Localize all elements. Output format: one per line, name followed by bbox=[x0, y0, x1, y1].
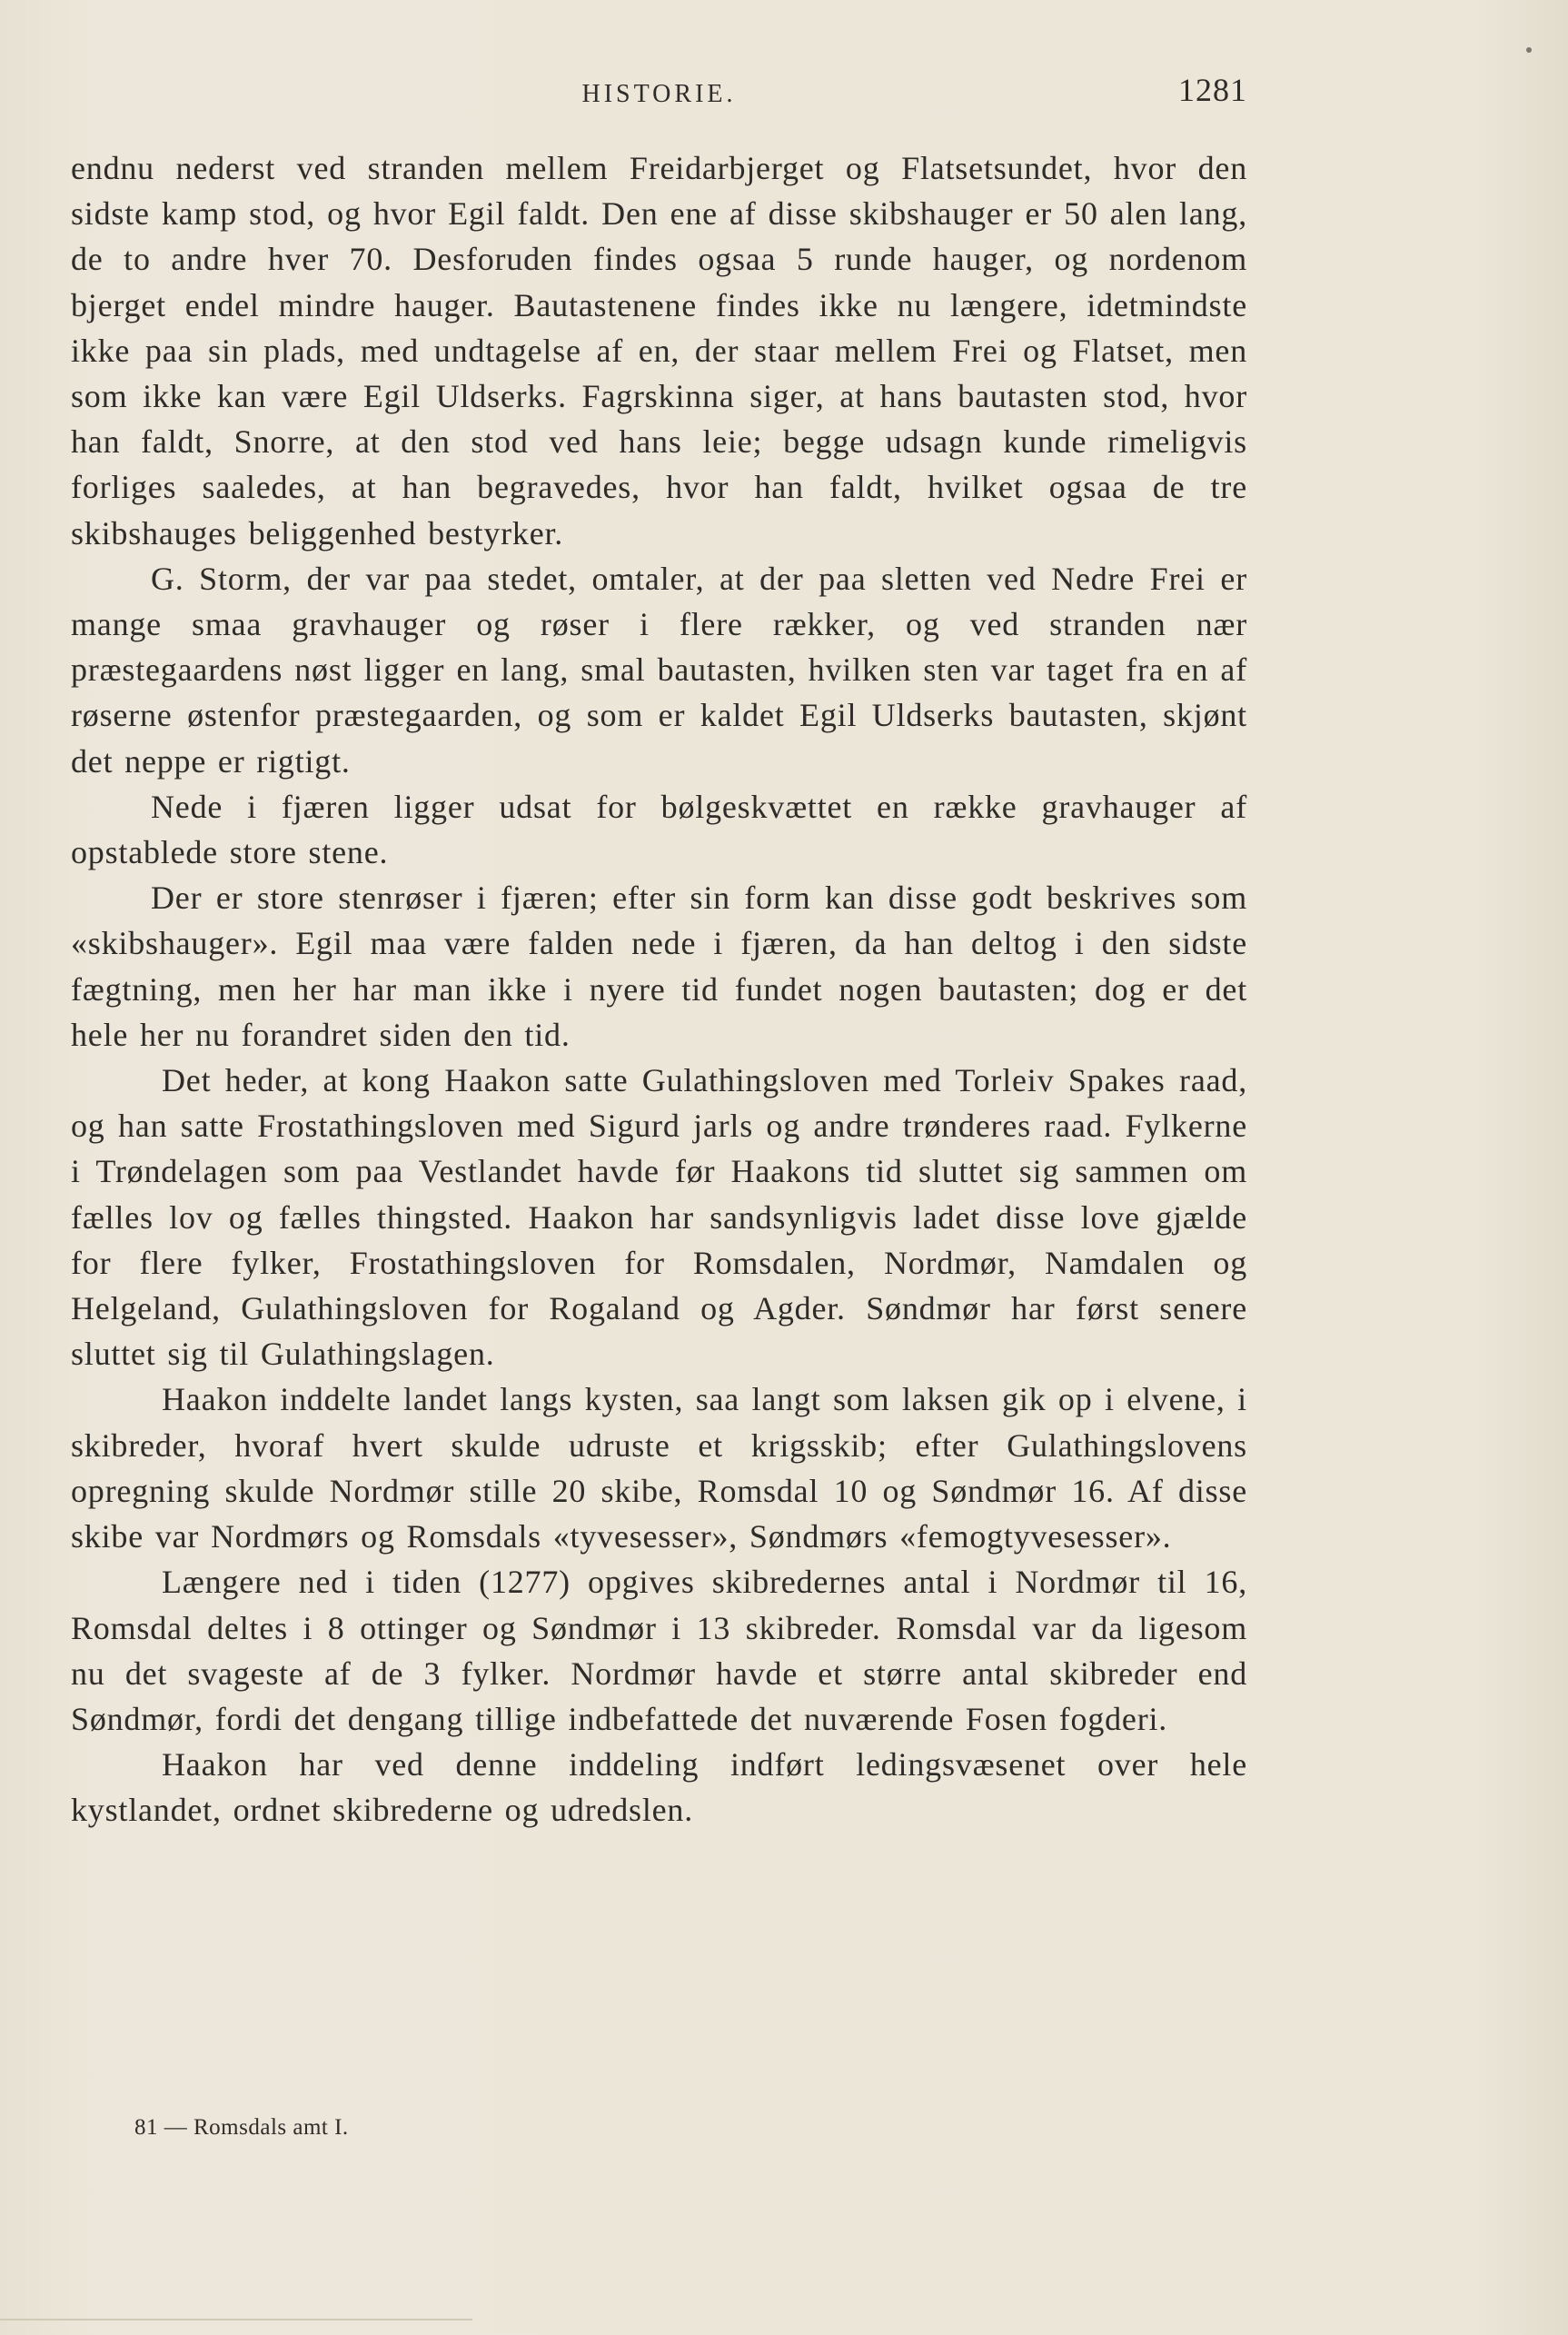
body-text bbox=[71, 145, 1247, 1833]
paragraph: Haakon har ved denne inddeling indført ledingsvæsenet over hele kystlandet, ordnet skibrederne og udredslen. bbox=[71, 1746, 1247, 1829]
page-speck bbox=[1526, 47, 1532, 53]
running-head: HISTORIE. bbox=[581, 80, 737, 108]
page-number: 1281 bbox=[1178, 72, 1247, 108]
scan-edge-line bbox=[0, 2319, 472, 2320]
paragraph: Der er store stenrøser i fjæren; efter sin form kan disse godt beskrives som «skibshauger». Egil maa være falden nede i fjæren, da han deltog i den sidste fægtning, men her har man ikke i nyere tid fundet nogen bautasten; dog er det hele her nu forandret siden den tid. bbox=[71, 879, 1247, 1053]
paragraph: Det heder, at kong Haakon satte Gulathingsloven med Torleiv Spakes raad, og han satte Frostathingsloven med Sigurd jarls og andre trønderes raad. Fylkerne i Trøndelagen som paa Vestlandet havde før Haakons tid sluttet sig sammen om fælles lov og fælles thingsted. Haakon har sandsynligvis ladet disse love gjælde for flere fylker, Frostathingsloven for Romsdalen, Nordmør, Namdalen og Helgeland, Gulathingsloven for Rogaland og Agder. Søndmør har først senere sluttet sig til Gulathingslagen. bbox=[71, 1062, 1247, 1373]
paragraph: Længere ned i tiden (1277) opgives skibredernes antal i Nordmør til 16, Romsdal deltes i 8 ottinger og Søndmør i 13 skibreder. Romsdal var da ligesom nu det svageste af de 3 fylker. Nordmør havde et større antal skibreder end Søndmør, fordi det dengang tillige indbefattede det nuværende Fosen fogderi. bbox=[71, 1564, 1247, 1737]
printer-signature: 81 — Romsdals amt I. bbox=[134, 2115, 349, 2140]
paragraph: G. Storm, der var paa stedet, omtaler, at der paa sletten ved Nedre Frei er mange smaa gravhauger og røser i flere rækker, og ved stranden nær præstegaardens nøst ligger en lang, smal bautasten, hvilken sten var taget fra en af røserne østenfor præstegaarden, og som er kaldet Egil Uldserks bautasten, skjønt det neppe er rigtigt. bbox=[71, 560, 1247, 780]
paragraph: Nede i fjæren ligger udsat for bølgeskvættet en række gravhauger af opstablede store stene. bbox=[71, 788, 1247, 871]
page-header bbox=[71, 71, 1247, 116]
paragraph: endnu nederst ved stranden mellem Freidarbjerget og Flatsetsundet, hvor den sidste kamp stod, og hvor Egil faldt. Den ene af disse skibshauger er 50 alen lang, de to andre hver 70. Desforuden findes ogsaa 5 runde hauger, og nordenom bjerget endel mindre hauger. Bautastenene findes ikke nu længere, idetmindste ikke paa sin plads, med undtagelse af en, der staar mellem Frei og Flatset, men som ikke kan være Egil Uldserks. Fagrskinna siger, at hans bautasten stod, hvor han faldt, Snorre, at den stod ved hans leie; begge udsagn kunde rimeligvis forliges saaledes, at han begravedes, hvor han faldt, hvilket ogsaa de tre skibshauges beliggenhed bestyrker. bbox=[71, 150, 1247, 551]
paragraph: Haakon inddelte landet langs kysten, saa langt som laksen gik op i elvene, i skibreder, hvoraf hvert skulde udruste et krigsskib; efter Gulathingslovens opregning skulde Nordmør stille 20 skibe, Romsdal 10 og Søndmør 16. Af disse skibe var Nordmørs og Romsdals «tyvesesser», Søndmørs «femogtyvesesser». bbox=[71, 1381, 1247, 1555]
